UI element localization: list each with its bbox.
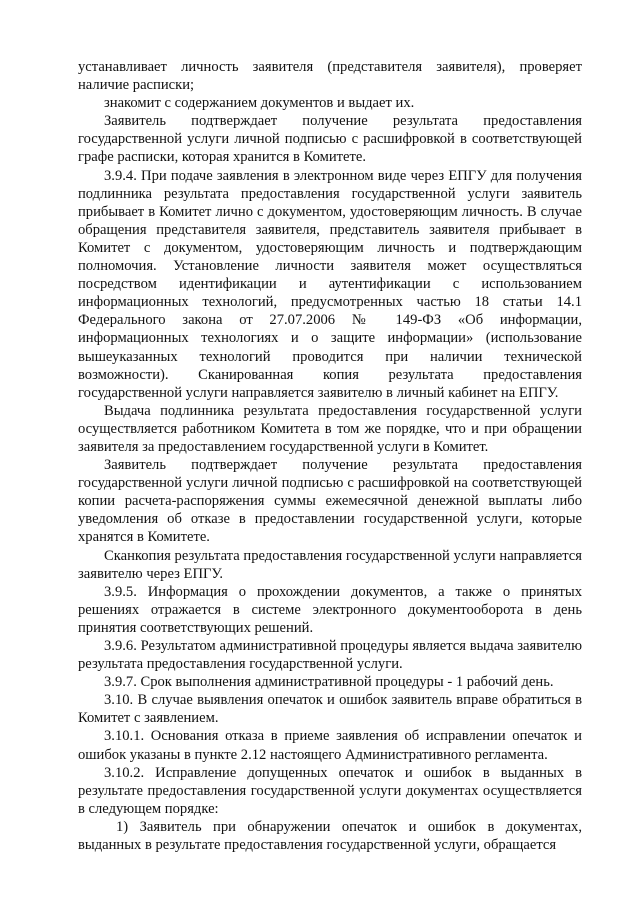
paragraph-9: 3.9.6. Результатом административной процедуры является выдача заявителю результата предоставления государственной услуги. [78,638,582,673]
paragraph-3: Заявитель подтверждает получение результата предоставления государственной услуги личной подписью с расшифровкой в соответствующей графе расписки, которая хранится в Комитете. [78,113,582,166]
paragraph-8: 3.9.5. Информация о прохождении документов, а также о принятых решениях отражается в системе электронного документооборота в день принятия соответствующих решений. [78,583,582,636]
paragraph-10: 3.9.7. Срок выполнения административной процедуры - 1 рабочий день. [104,674,554,691]
document-page [78,58,582,854]
paragraph-12: 3.10.1. Основания отказа в приеме заявления об исправлении опечаток и ошибок указаны в пункте 2.12 настоящего Административного регламента. [78,728,582,763]
paragraph-13: 3.10.2. Исправление допущенных опечаток и ошибок в выданных в результате предоставления государственной услуги документах осуществляется в следующем порядке: [78,764,582,817]
paragraph-1: устанавливает личность заявителя (представителя заявителя), проверяет наличие расписки; [78,59,582,94]
paragraph-7: Сканкопия результата предоставления государственной услуги направляется заявителю через ЕПГУ. [78,547,582,582]
paragraph-14: 1) Заявитель при обнаружении опечаток и ошибок в документах, выданных в результате предоставления государственной услуги, обращается [78,818,582,854]
paragraph-11: 3.10. В случае выявления опечаток и ошибок заявитель вправе обратиться в Комитет с заявлением. [78,692,582,727]
paragraph-4: 3.9.4. При подаче заявления в электронном виде через ЕПГУ для получения подлинника результата предоставления государственной услуги заявитель прибывает в Комитет лично с документом, удостоверяющим личность. В случае обращения представителя заявителя, представитель заявителя прибывает в Комитет с документом, удостоверяющим личность и подтверждающим полномочия. Установление личности заявителя может осуществляться посредством идентификации и аутентификации с использованием информационных технологий, предусмотренных частью 18 статьи 14.1 Федерального закона от 27.07.2006 № 149-ФЗ «Об информации, информационных технологиях и о защите информации» (использование вышеуказанных технологий проводится при наличии технической возможности). Сканированная копия результата предоставления государственной услуги направляется заявителю в личный кабинет на ЕПГУ. [78,167,582,401]
paragraph-6: Заявитель подтверждает получение результата предоставления государственной услуги личной подписью с расшифровкой на соответствующей копии расчета-распоряжения суммы ежемесячной денежной выплаты либо уведомления об отказе в предоставлении государственной услуги, которые хранятся в Комитете. [78,457,582,546]
paragraph-2: знакомит с содержанием документов и выдает их. [104,95,415,112]
paragraph-5: Выдача подлинника результата предоставления государственной услуги осуществляется работником Комитета в том же порядке, что и при обращении заявителя за предоставлением государственной услуги в Комитет. [78,402,582,455]
